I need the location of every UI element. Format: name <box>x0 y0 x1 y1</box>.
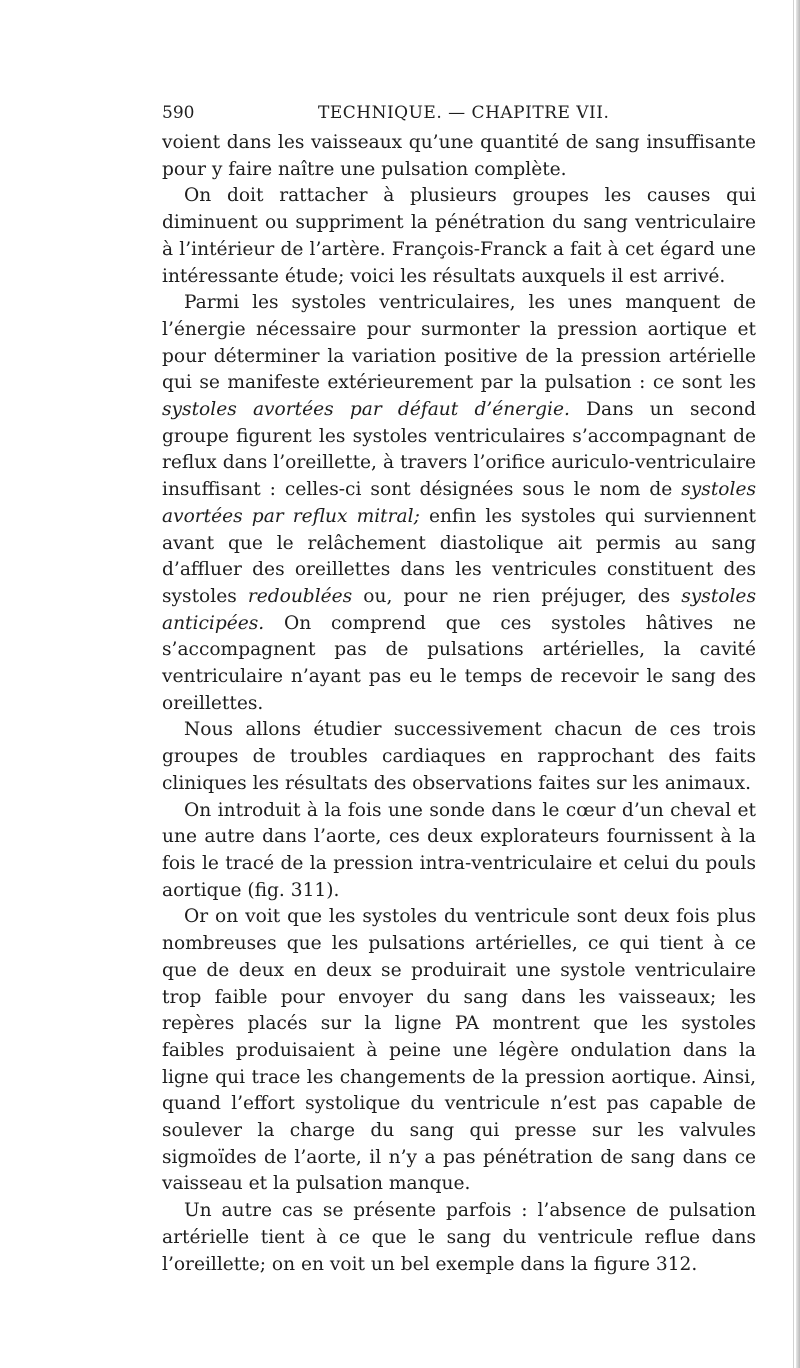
text-run: Parmi les systoles ventriculaires, les unes manquent de l’énergie nécessaire pour surmonter la pression aortique et pour déterminer la variation positive de la pression artérielle qui se manifeste extérieurement par la pulsation : ce sont les <box>162 292 756 394</box>
text-run: On comprend que ces systoles hâtives ne s’accompagnent pas de pulsations artérielles, la cavité ventriculaire n’ayant pas eu le temps de recevoir le sang des oreillettes. <box>162 612 756 714</box>
paragraph-study-plan: Nous allons étudier successivement chacun de ces trois groupes de troubles cardiaques en rapprochant des faits cliniques les résultats des observations faites sur les animaux. <box>162 719 756 794</box>
paragraph-reflux-case: Un autre cas se présente parfois : l’absence de pulsation artérielle tient à ce que le sang du ventricule reflue dans l’oreillette; on en voit un bel exemple dans la figure 312. <box>162 1200 756 1275</box>
italic-term: systoles avortées par reflux mitral; <box>162 479 756 527</box>
paragraph-observation: Or on voit que les systoles du ventricule sont deux fois plus nombreuses que les pulsations artérielles, ce qui tient à ce que de deux en deux se produirait une systole ventriculaire trop faible pour envoyer du sang dans les vaisseaux; les repères placés sur la ligne PA montrent que les systoles faibles produisaient à peine une légère ondulation dans la ligne qui trace les changements de la pression aortique. Ainsi, quand l’effort systolique du ventricule n’est pas capable de soulever la charge du sang qui presse sur les valvules sigmoïdes de l’aorte, il n’y a pas pénétration de sang dans ce vaisseau et la pulsation manque. <box>162 906 756 1195</box>
text-run: enfin les systoles qui surviennent avant que le relâchement diastolique ait permis au sang d’affluer des oreillettes dans les ventricules constituent des systoles <box>162 505 756 607</box>
running-title: TECHNIQUE. — CHAPITRE VII. <box>318 103 610 123</box>
italic-term: systoles avortées par défaut d’énergie. <box>162 399 570 421</box>
running-header <box>162 100 762 126</box>
italic-term: redoublées <box>247 585 353 607</box>
paragraph-experiment: On introduit à la fois une sonde dans le cœur d’un cheval et une autre dans l’aorte, ces deux explorateurs fournissent à la fois le tracé de la pression intra-ventriculaire et celui du pouls aortique (fig. 311). <box>162 799 756 901</box>
text-run: ou, pour ne rien préjuger, des <box>352 585 682 607</box>
body-text <box>162 130 756 1278</box>
italic-term: systoles anticipées. <box>162 585 756 634</box>
page-edge-shadow <box>793 0 794 1368</box>
page-number: 590 <box>162 103 195 123</box>
paragraph-causes: On doit rattacher à plusieurs groupes les causes qui diminuent ou suppriment la pénétration du sang ventriculaire à l’intérieur de l’artère. François-Franck a fait à cet égard une intéressante étude; voici les résultats auxquels il est arrivé. <box>162 185 756 287</box>
paragraph-continuation: voient dans les vaisseaux qu’une quantité de sang insuffisante pour y faire naître une pulsation complète. <box>162 132 756 180</box>
text-run: Dans un second groupe figurent les systoles ventriculaires s’accompagnant de reflux dans l’oreillette, à travers l’orifice auriculo-ventriculaire insuffisant : celles-ci sont désignées sous le nom de <box>162 399 756 501</box>
page-edge <box>796 0 800 1368</box>
paragraph-systoles <box>162 290 756 717</box>
